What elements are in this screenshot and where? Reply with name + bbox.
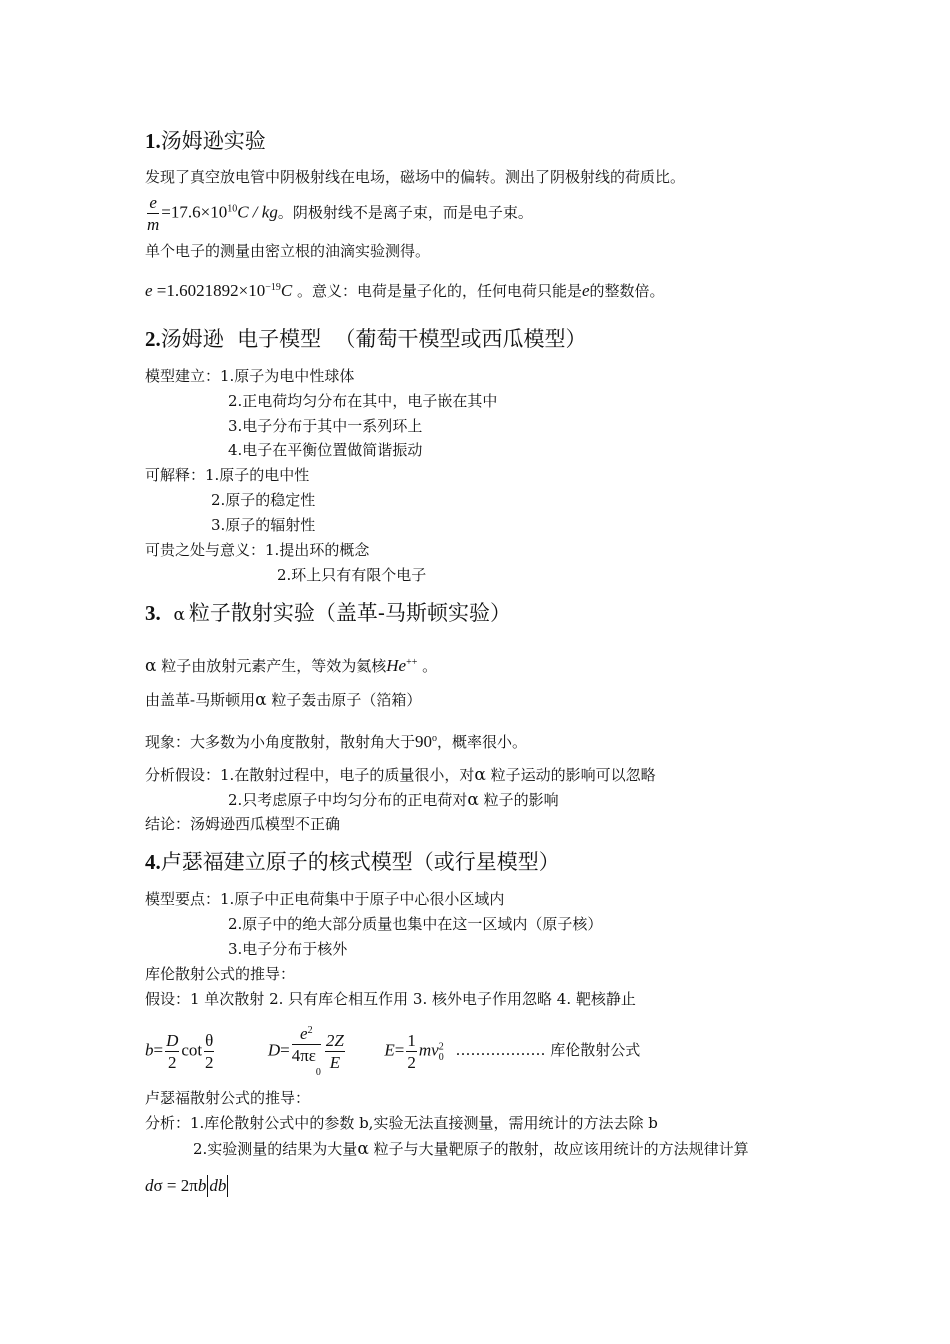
coulomb-scattering-formula: b= $\frac{D}{2}$ cot $\frac{\theta}{2}$ D= $\frac{e^2}{4\pi\varepsilon_0}$ $\frac{2Z}{E}$ E= $\frac{1}{2}$ $mv^2_0$ ……………… 库伦散射公式 bbox=[145, 1021, 640, 1081]
paragraph: 结论：汤姆逊西瓜模型不正确 bbox=[145, 815, 341, 833]
list-item: 4.电子在平衡位置做简谐振动 bbox=[228, 441, 423, 459]
paragraph: 分析：1.库伦散射公式中的参数 b,实验无法直接测量，需用统计的方法去除 b bbox=[145, 1114, 658, 1132]
differential-cross-section-formula: dσ = 2πb db bbox=[145, 1176, 227, 1195]
charge-mass-ratio-formula: $\frac{e}{m}$ $=17.6\times 10^{10}C$ / kg。阴极射线不是离子束，而是电子束。 bbox=[147, 193, 533, 234]
paragraph: 发现了真空放电管中阴极射线在电场，磁场中的偏转。测出了阴极射线的荷质比。 bbox=[145, 168, 686, 186]
section-number: 2. bbox=[145, 327, 161, 351]
list-item: 3.电子分布于其中一系列环上 bbox=[228, 417, 423, 435]
list-item: 可解释：1.原子的电中性 bbox=[145, 466, 310, 484]
paragraph: 卢瑟福散射公式的推导： bbox=[145, 1089, 311, 1107]
paragraph: 2.只考虑原子中均匀分布的正电荷对α 粒子的影响 bbox=[228, 790, 559, 810]
section-4-heading bbox=[145, 846, 560, 876]
section-3-heading bbox=[145, 597, 511, 627]
list-item: 3.原子的辐射性 bbox=[211, 516, 316, 534]
list-item: 模型建立：1.原子为电中性球体 bbox=[145, 367, 355, 385]
section-number: 4. bbox=[145, 850, 161, 874]
section-title: 汤姆逊 电子模型 （葡萄干模型或西瓜模型） bbox=[160, 327, 587, 351]
section-2-heading bbox=[145, 323, 586, 353]
list-item: 模型要点：1.原子中正电荷集中于原子中心很小区域内 bbox=[145, 890, 505, 908]
alpha-symbol: α bbox=[173, 605, 185, 625]
paragraph: 假设：1 单次散射 2. 只有库仑相互作用 3. 核外电子作用忽略 4. 靶核静止 bbox=[145, 990, 636, 1008]
section-number: 1. bbox=[145, 129, 161, 153]
section-1-heading bbox=[145, 125, 266, 155]
paragraph: α 粒子由放射元素产生，等效为氦核He++ 。 bbox=[145, 656, 438, 676]
section-title: 汤姆逊实验 bbox=[160, 129, 266, 153]
paragraph: 单个电子的测量由密立根的油滴实验测得。 bbox=[145, 242, 431, 260]
paragraph: 现象：大多数为小角度散射，散射角大于90$^o$，概率很小。 bbox=[145, 732, 528, 751]
list-item: 可贵之处与意义：1.提出环的概念 bbox=[145, 541, 370, 559]
electron-charge-formula: $e =1.6021892\times 10^{-19}C$ 。意义：电荷是量子化的，任何电荷只能是e的整数倍。 bbox=[145, 281, 665, 300]
paragraph: 库伦散射公式的推导： bbox=[145, 965, 296, 983]
paragraph: 分析假设：1.在散射过程中，电子的质量很小，对α 粒子运动的影响可以忽略 bbox=[145, 765, 656, 785]
list-item: 2.环上只有有限个电子 bbox=[277, 566, 427, 584]
section-number: 3. bbox=[145, 601, 161, 625]
list-item: 2.原子中的绝大部分质量也集中在这一区域内（原子核） bbox=[228, 915, 603, 933]
paragraph: 由盖革-马斯顿用α 粒子轰击原子（箔箱） bbox=[145, 690, 422, 710]
section-title: 粒子散射实验（盖革-马斯顿实验） bbox=[188, 601, 512, 625]
list-item: 2.正电荷均匀分布在其中，电子嵌在其中 bbox=[228, 392, 498, 410]
list-item: 2.原子的稳定性 bbox=[211, 491, 316, 509]
section-title: 卢瑟福建立原子的核式模型（或行星模型） bbox=[160, 850, 560, 874]
list-item: 3.电子分布于核外 bbox=[228, 940, 348, 958]
paragraph: 2.实验测量的结果为大量α 粒子与大量靶原子的散射，故应该用统计的方法规律计算 bbox=[193, 1139, 749, 1159]
